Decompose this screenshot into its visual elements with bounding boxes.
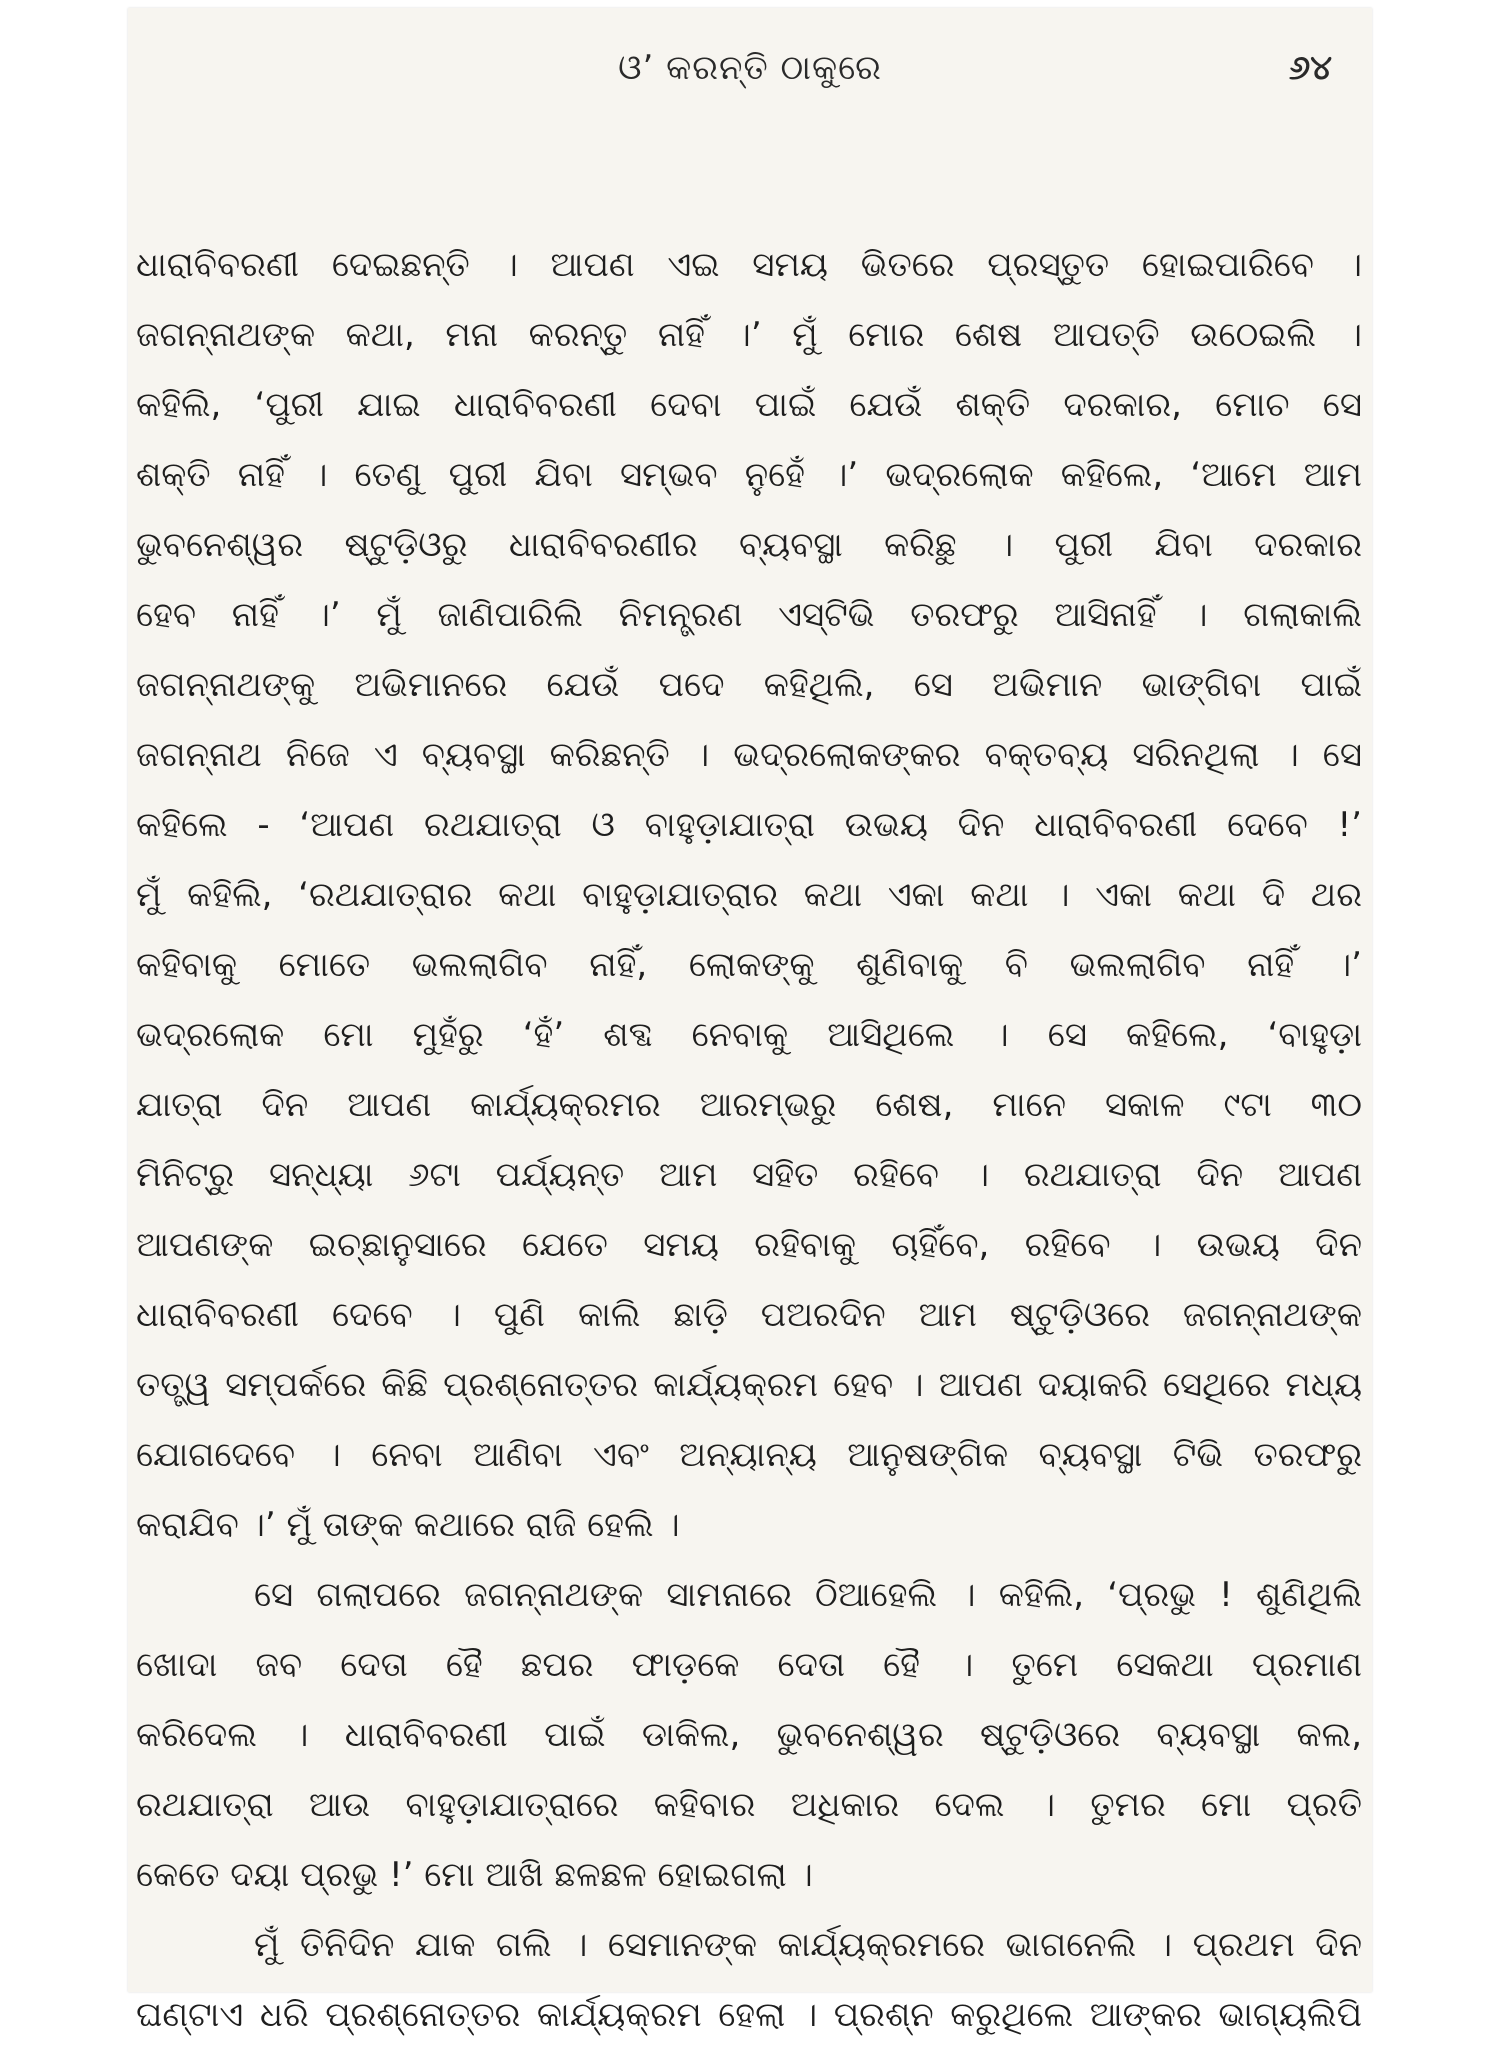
text-line: କରିଦେଲ । ଧାରାବିବରଣୀ ପାଇଁ ଡାକିଲ, ଭୁବନେଶ୍ୱର ଷ୍ଟୁଡ଼ିଓରେ ବ୍ୟବସ୍ଥା କଲ, <box>136 1715 1362 1755</box>
text-line: ମୁଁ କହିଲି, ‘ରଥଯାତ୍ରାର କଥା ବାହୁଡ଼ାଯାତ୍ରାର କଥା ଏକା କଥା । ଏକା କଥା ଦି ଥର <box>136 875 1362 915</box>
page-header <box>128 48 1372 108</box>
text-line: ଜଗନ୍ନାଥଙ୍କ କଥା, ମନା କରନ୍ତୁ ନାହିଁ ।’ ମୁଁ ମୋର ଶେଷ ଆପତ୍ତି ଉଠେଇଲି । <box>136 315 1362 355</box>
text-line: ଖୋଦା ଜବ ଦେତା ହୈ ଛପର ଫାଡ଼କେ ଦେତା ହୈ । ତୁମେ ସେକଥା ପ୍ରମାଣ <box>136 1645 1362 1685</box>
text-line: ମୁଁ ତିନିଦିନ ଯାକ ଗଲି । ସେମାନଙ୍କ କାର୍ଯ୍ୟକ୍ରମରେ ଭାଗନେଲି । ପ୍ରଥମ ଦିନ <box>254 1925 1362 1965</box>
text-line: ଜଗନ୍ନାଥଙ୍କୁ ଅଭିମାନରେ ଯେଉଁ ପଦେ କହିଥିଲି, ସେ ଅଭିମାନ ଭାଙ୍ଗିବା ପାଇଁ <box>136 665 1362 705</box>
text-line: ଧାରାବିବରଣୀ ଦେଇଛନ୍ତି । ଆପଣ ଏଇ ସମୟ ଭିତରେ ପ୍ରସ୍ତୁତ ହୋଇପାରିବେ । <box>136 245 1362 285</box>
text-line: ତତ୍ତ୍ୱ ସମ୍ପର୍କରେ କିଛି ପ୍ରଶ୍ନୋତ୍ତର କାର୍ଯ୍ୟକ୍ରମ ହେବ । ଆପଣ ଦୟାକରି ସେଥିରେ ମଧ୍ୟ <box>136 1365 1362 1405</box>
text-line: କରାଯିବ ।’ ମୁଁ ତାଙ୍କ କଥାରେ ରାଜି ହେଲି । <box>136 1505 680 1545</box>
text-line: ହେବ ନାହିଁ ।’ ମୁଁ ଜାଣିପାରିଲି ନିମନ୍ତ୍ରଣ ଏସ୍‌ଟିଭି ତରଫରୁ ଆସିନାହିଁ । ଗଲାକାଲି <box>136 595 1362 635</box>
text-line: ଯାତ୍ରା ଦିନ ଆପଣ କାର୍ଯ୍ୟକ୍ରମର ଆରମ୍ଭରୁ ଶେଷ, ମାନେ ସକାଳ ୯ଟା ୩୦ <box>136 1085 1362 1125</box>
running-title: ଓ’ କରନ୍ତି ଠାକୁରେ <box>618 48 882 88</box>
body-text <box>136 230 1362 2050</box>
text-line: ଧାରାବିବରଣୀ ଦେବେ । ପୁଣି କାଲି ଛାଡ଼ି ପଅରଦିନ ଆମ ଷ୍ଟୁଡ଼ିଓରେ ଜଗନ୍ନାଥଙ୍କ <box>136 1295 1362 1335</box>
text-line: ଭଦ୍ରଲୋକ ମୋ ମୁହଁରୁ ‘ହଁ’ ଶବ୍ଦ ନେବାକୁ ଆସିଥିଲେ । ସେ କହିଲେ, ‘ବାହୁଡ଼ା <box>136 1015 1362 1055</box>
text-line: କହିଲି, ‘ପୁରୀ ଯାଇ ଧାରାବିବରଣୀ ଦେବା ପାଇଁ ଯେଉଁ ଶକ୍ତି ଦରକାର, ମୋଚ ସେ <box>136 385 1362 425</box>
text-line: ରଥଯାତ୍ରା ଆଉ ବାହୁଡ଼ାଯାତ୍ରାରେ କହିବାର ଅଧିକାର ଦେଲ । ତୁମର ମୋ ପ୍ରତି <box>136 1785 1362 1825</box>
text-line: ଆପଣଙ୍କ ଇଚ୍ଛାନୁସାରେ ଯେତେ ସମୟ ରହିବାକୁ ଚାହିଁବେ, ରହିବେ । ଉଭୟ ଦିନ <box>136 1225 1362 1265</box>
text-line: ଶକ୍ତି ନାହିଁ । ତେଣୁ ପୁରୀ ଯିବା ସମ୍ଭବ ନୁହେଁ ।’ ଭଦ୍ରଲୋକ କହିଲେ, ‘ଆମେ ଆମ <box>136 455 1362 495</box>
page-number: ୬୪ <box>1288 48 1332 88</box>
text-line: ସେ ଗଲାପରେ ଜଗନ୍ନାଥଙ୍କ ସାମନାରେ ଠିଆହେଲି । କହିଲି, ‘ପ୍ରଭୁ ! ଶୁଣିଥିଲି <box>254 1575 1362 1615</box>
text-line: ମିନିଟ୍‌ରୁ ସନ୍ଧ୍ୟା ୬ଟା ପର୍ଯ୍ୟନ୍ତ ଆମ ସହିତ ରହିବେ । ରଥଯାତ୍ରା ଦିନ ଆପଣ <box>136 1155 1362 1195</box>
text-line: ଜଗନ୍ନାଥ ନିଜେ ଏ ବ୍ୟବସ୍ଥା କରିଛନ୍ତି । ଭଦ୍ରଲୋକଙ୍କର ବକ୍ତବ୍ୟ ସରିନଥିଲା । ସେ <box>136 735 1362 775</box>
text-line: କହିଲେ - ‘ଆପଣ ରଥଯାତ୍ରା ଓ ବାହୁଡ଼ାଯାତ୍ରା ଉଭୟ ଦିନ ଧାରାବିବରଣୀ ଦେବେ !’ <box>136 805 1362 845</box>
text-line: କେତେ ଦୟା ପ୍ରଭୁ !’ ମୋ ଆଖି ଛଳଛଳ ହୋଇଗଲା । <box>136 1855 813 1895</box>
text-line: ଯୋଗଦେବେ । ନେବା ଆଣିବା ଏବଂ ଅନ୍ୟାନ୍ୟ ଆନୁଷଙ୍ଗିକ ବ୍ୟବସ୍ଥା ଟିଭି ତରଫରୁ <box>136 1435 1362 1475</box>
text-line: ଭୁବନେଶ୍ୱର ଷ୍ଟୁଡ଼ିଓରୁ ଧାରାବିବରଣୀର ବ୍ୟବସ୍ଥା କରିଛୁ । ପୁରୀ ଯିବା ଦରକାର <box>136 525 1362 565</box>
text-line: ଘଣ୍ଟାଏ ଧରି ପ୍ରଶ୍ନୋତ୍ତର କାର୍ଯ୍ୟକ୍ରମ ହେଲା । ପ୍ରଶ୍ନ କରୁଥିଲେ ଆଙ୍କର ଭାଗ୍ୟଲିପି <box>136 1995 1362 2035</box>
book-page <box>128 8 1372 2035</box>
text-line: କହିବାକୁ ମୋତେ ଭଲଲାଗିବ ନାହିଁ, ଲୋକଙ୍କୁ ଶୁଣିବାକୁ ବି ଭଲଲାଗିବ ନାହିଁ ।’ <box>136 945 1362 985</box>
